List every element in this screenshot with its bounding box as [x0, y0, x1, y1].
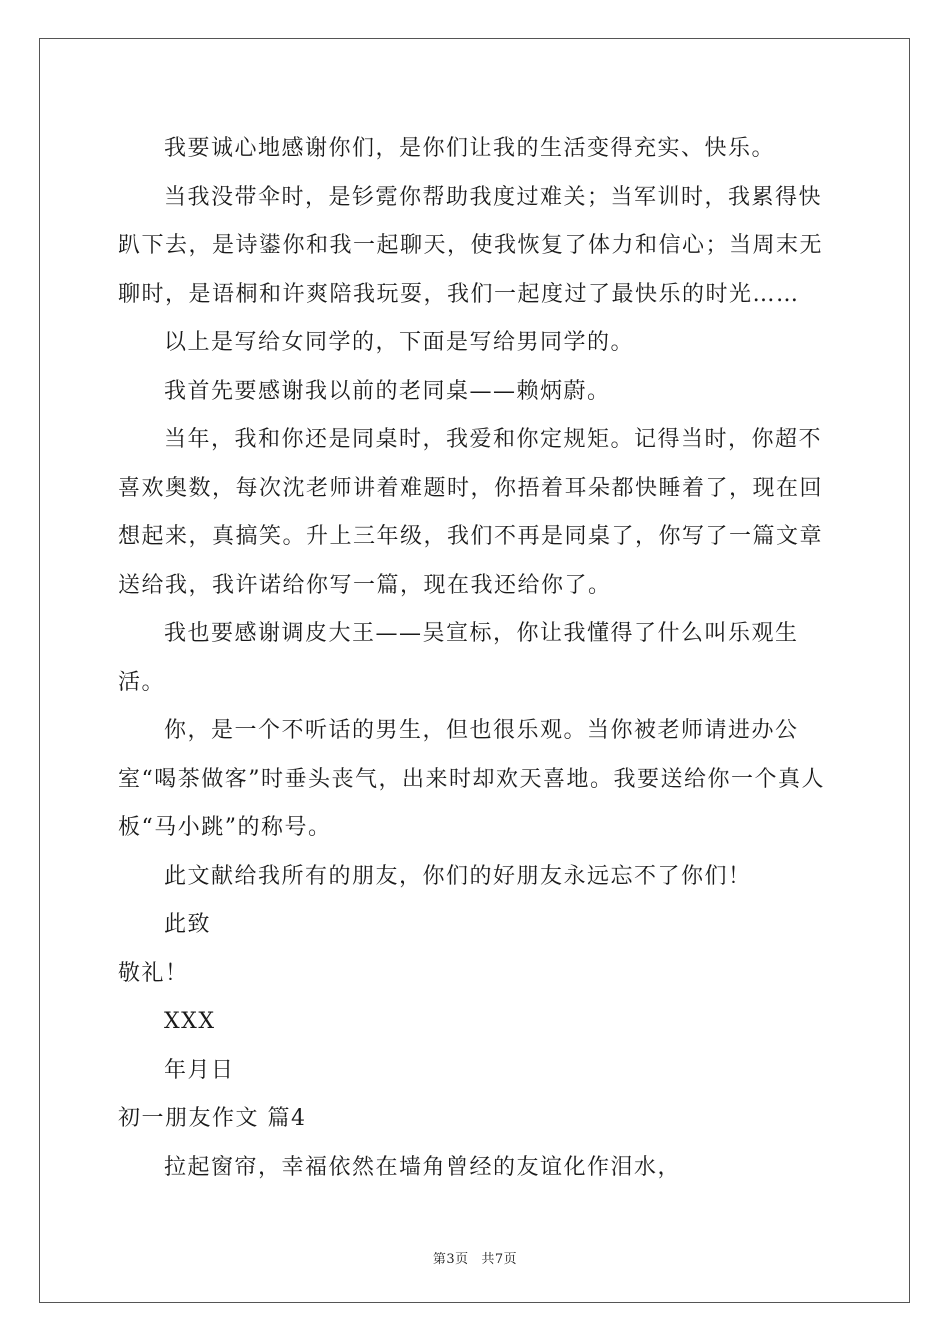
paragraph: 你，是一个不听话的男生，但也很乐观。当你被老师请进办公室“喝茶做客”时垂头丧气，出来时却欢天喜地。我要送给你一个真人板“马小跳”的称号。	[118, 718, 825, 840]
paragraph: 当年，我和你还是同桌时，我爱和你定规矩。记得当时，你超不喜欢奥数，每次沈老师讲着难题时，你捂着耳朵都快睡着了，现在回想起来，真搞笑。升上三年级，我们不再是同桌了，你写了一篇文章送给我，我许诺给你写一篇，现在我还给你了。	[118, 427, 824, 598]
paragraph: 此文献给我所有的朋友，你们的好朋友永远忘不了你们！	[164, 863, 752, 889]
page-total: 共7页	[481, 1252, 518, 1267]
paragraph: 以上是写给女同学的，下面是写给男同学的。	[164, 330, 635, 355]
document-body	[118, 125, 838, 1192]
section-heading: 初一朋友作文 篇4	[118, 1106, 307, 1131]
page-footer	[0, 1248, 950, 1267]
paragraph: 拉起窗帘，幸福依然在墙角曾经的友谊化作泪水，	[164, 1154, 682, 1180]
closing-regards: 敬礼！	[118, 960, 189, 986]
signature-date: 年月日	[164, 1057, 235, 1083]
paragraph: 我也要感谢调皮大王——吴宣标，你让我懂得了什么叫乐观生活。	[118, 621, 799, 695]
page-number: 第3页	[432, 1252, 469, 1267]
paragraph: 当我没带伞时，是钐霓你帮助我度过难关；当军训时，我累得快趴下去，是诗鍙你和我一起聊天，使我恢复了体力和信心；当周末无聊时，是语桐和许爽陪我玩耍，我们一起度过了最快乐的时光……	[118, 184, 824, 307]
paragraph: 我要诚心地感谢你们，是你们让我的生活变得充实、快乐。	[164, 136, 776, 161]
signature-name: XXX	[164, 1009, 216, 1034]
closing-salutation: 此致	[164, 912, 212, 937]
paragraph: 我首先要感谢我以前的老同桌——赖炳蔚。	[164, 378, 611, 404]
